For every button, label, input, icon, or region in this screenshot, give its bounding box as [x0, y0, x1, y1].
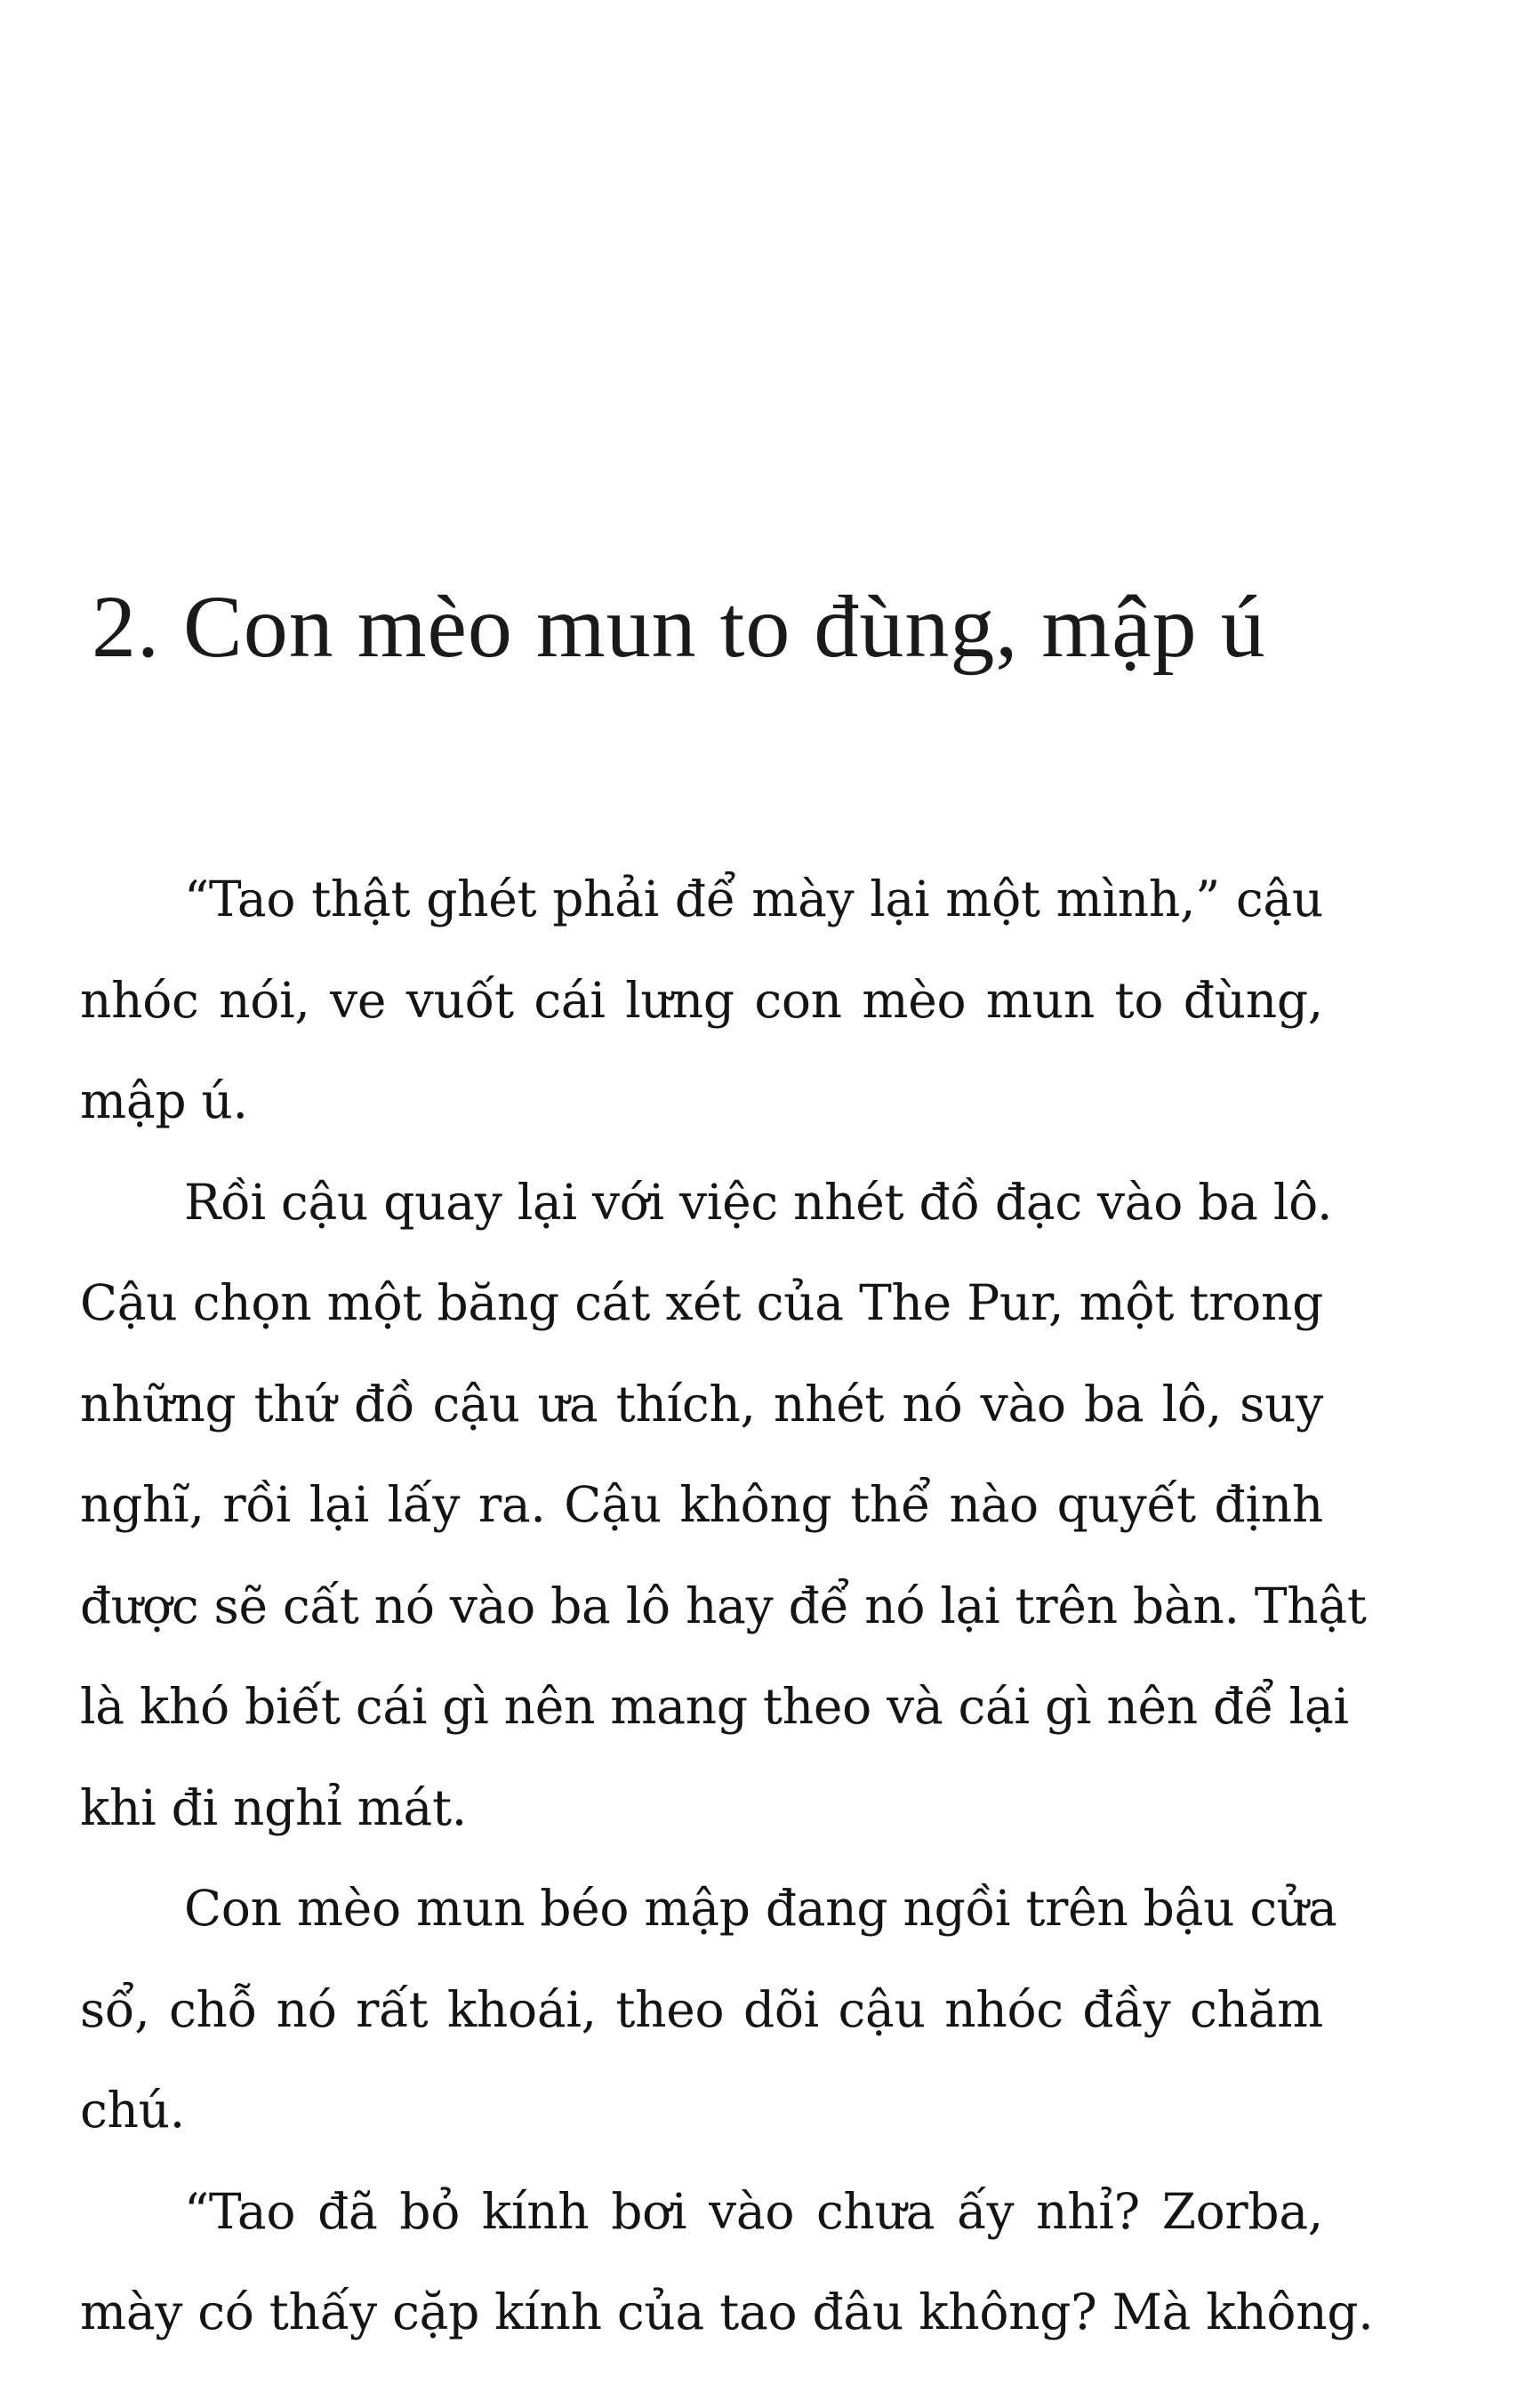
text-line: nhóc nói, ve vuốt cái lưng con mèo mun to đùng, [80, 971, 1323, 1029]
text-line: chú. [80, 2082, 185, 2139]
text-line: mày có thấy cặp kính của tao đâu không? Mà không. [80, 2284, 1374, 2340]
body-text [80, 849, 1374, 2364]
paragraph-1 [80, 849, 1323, 1152]
paragraph-3 [80, 1858, 1337, 2162]
text-line: Cậu chọn một băng cát xét của The Pur, một trong [80, 1274, 1323, 1331]
text-line: được sẽ cất nó vào ba lô hay để nó lại trên bàn. Thật [80, 1577, 1367, 1634]
chapter-title: 2. Con mèo mun to đùng, mập ú [92, 577, 1266, 676]
text-line: “Tao thật ghét phải để mày lại một mình,” cậu [184, 871, 1323, 927]
text-line: sổ, chỗ nó rất khoái, theo dõi cậu nhóc đầy chăm [80, 1980, 1323, 2038]
paragraph-2 [80, 1152, 1367, 1859]
text-line: là khó biết cái gì nên mang theo và cái gì nên để lại [80, 1678, 1349, 1735]
text-line: Con mèo mun béo mập đang ngồi trên bậu cửa [184, 1880, 1337, 1937]
text-line: Rồi cậu quay lại với việc nhét đồ đạc vào ba lô. [184, 1173, 1333, 1231]
text-line: khi đi nghỉ mát. [80, 1778, 467, 1836]
text-line: “Tao đã bỏ kính bơi vào chưa ấy nhỉ? Zorba, [184, 2182, 1323, 2240]
paragraph-4 [80, 2162, 1374, 2364]
text-line: mập ú. [80, 1072, 248, 1129]
text-line: những thứ đồ cậu ưa thích, nhét nó vào ba lô, suy [80, 1375, 1323, 1433]
text-line: nghĩ, rồi lại lấy ra. Cậu không thể nào quyết định [80, 1476, 1323, 1533]
